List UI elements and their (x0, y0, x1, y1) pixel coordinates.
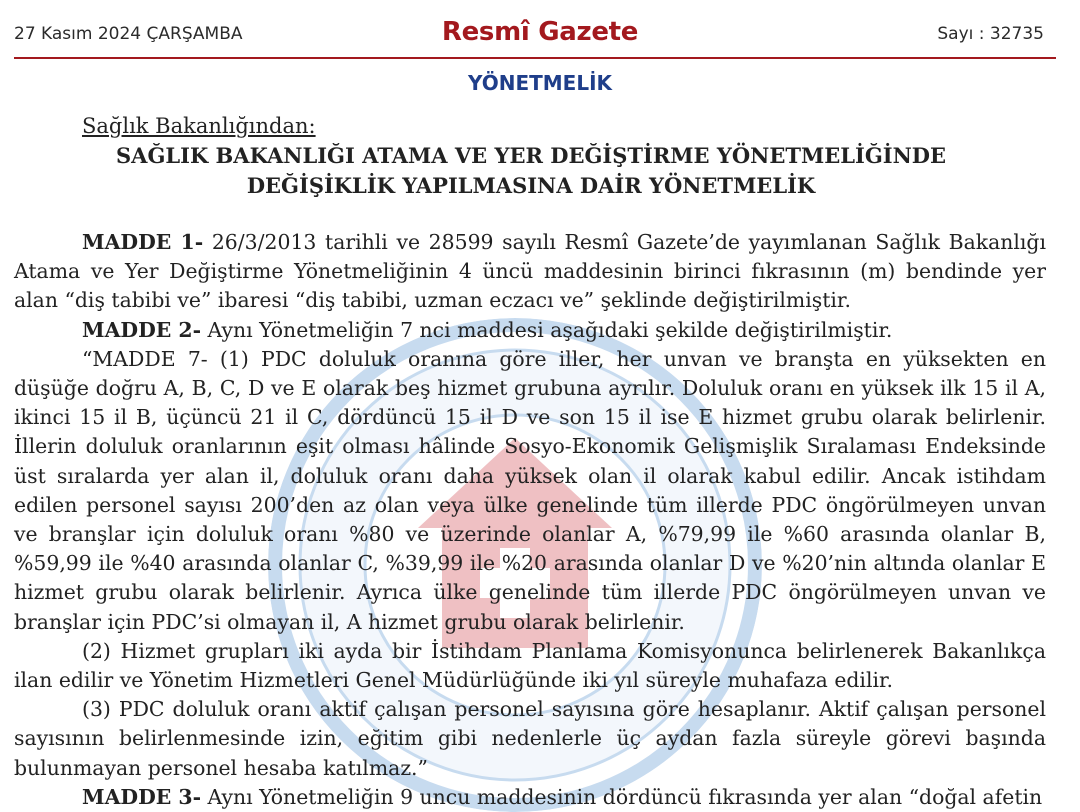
regulation-title-line1: SAĞLIK BAKANLIĞI ATAMA VE YER DEĞİŞTİRME YÖNETMELİĞİNDE (115, 143, 946, 168)
issuing-authority: Sağlık Bakanlığından: (82, 114, 316, 138)
article-2-text: Aynı Yönetmeliğin 7 nci maddesi aşağıdaki şekilde değiştirilmiştir. (201, 317, 893, 342)
regulation-title-line2: DEĞİŞİKLİK YAPILMASINA DAİR YÖNETMELİK (246, 173, 816, 198)
section-heading: YÖNETMELİK (467, 71, 613, 95)
issue-number: Sayı : 32735 (937, 24, 1044, 44)
gazette-title: Resmî Gazete (441, 17, 639, 47)
regulation-body (14, 228, 1046, 812)
article-1 (14, 228, 1046, 316)
article-3-text: Aynı Yönetmeliğin 9 uncu maddesinin dördüncü fıkrasında yer alan “doğal afetin (201, 784, 1043, 809)
publication-date: 27 Kasım 2024 ÇARŞAMBA (14, 24, 243, 44)
article-3 (14, 783, 1046, 812)
article-1-label: MADDE 1- (82, 230, 204, 254)
article-7-paragraph-2: (2) Hizmet grupları iki ayda bir İstihdam Planlama Komisyonunca belirlenerek Bakanlıkça ilan edilir ve Yönetim Hizmetleri Genel Müdürlüğünde iki yıl süreyle muhafaza edilir. (14, 638, 1046, 693)
header-divider (14, 57, 1056, 59)
article-2 (14, 316, 1046, 345)
article-7-paragraph-1: “MADDE 7- (1) PDC doluluk oranına göre iller, her unvan ve branşta en yüksekten en düşüğe doğru A, B, C, D ve E olarak beş hizmet grubuna ayrılır. Doluluk oranı en yüksek ilk 15 il A, ikinci 15 il B, üçüncü 21 il C, dördüncü 15 il D ve son 15 il ise E hizmet grubu olarak belirlenir. İllerin doluluk oranlarının eşit olması hâlinde Sosyo-Ekonomik Gelişmişlik Sıralaması Endeksinde üst sıralarda yer alan il, doluluk oranı daha yüksek olan il olarak kabul edilir. Ancak istihdam edilen personel sayısı 200’den az olan veya ülke genelinde tüm illerde PDC öngörülmeyen unvan ve branşlar için doluluk oranı %80 ve üzerinde olanlar A, %79,99 ile %60 arasında olanlar B, %59,99 ile %40 arasında olanlar C, %39,99 ile %20 arasında olanlar D ve %20’nin altında olanlar E hizmet grubu olarak belirlenir. Ayrıca ülke genelinde tüm illerde PDC öngörülmeyen unvan ve branşlar için PDC’si olmayan il, A hizmet grubu olarak belirlenir. (14, 346, 1046, 634)
gazette-header (0, 0, 1080, 60)
article-2-label: MADDE 2- (82, 317, 202, 342)
article-1-text: 26/3/2013 tarihli ve 28599 sayılı Resmî Gazete’de yayımlanan Sağlık Bakanlığı Atama ve Yer Değiştirme Yönetmeliğinin 4 üncü maddesinin birinci fıkrasının (m) bendinde yer alan “diş tabibi ve” ibaresi “diş tabibi, uzman eczacı ve” şeklinde değiştirilmiştir. (14, 230, 1046, 313)
article-3-label: MADDE 3- (82, 784, 202, 809)
article-7-paragraph-3: (3) PDC doluluk oranı aktif çalışan personel sayısına göre hesaplanır. Aktif çalışan personel sayısının belirlenmesinde izin, eğitim gibi nedenlerle üç aydan fazla süreyle görevi başında bulunmayan personel hesaba katılmaz.” (14, 697, 1046, 780)
